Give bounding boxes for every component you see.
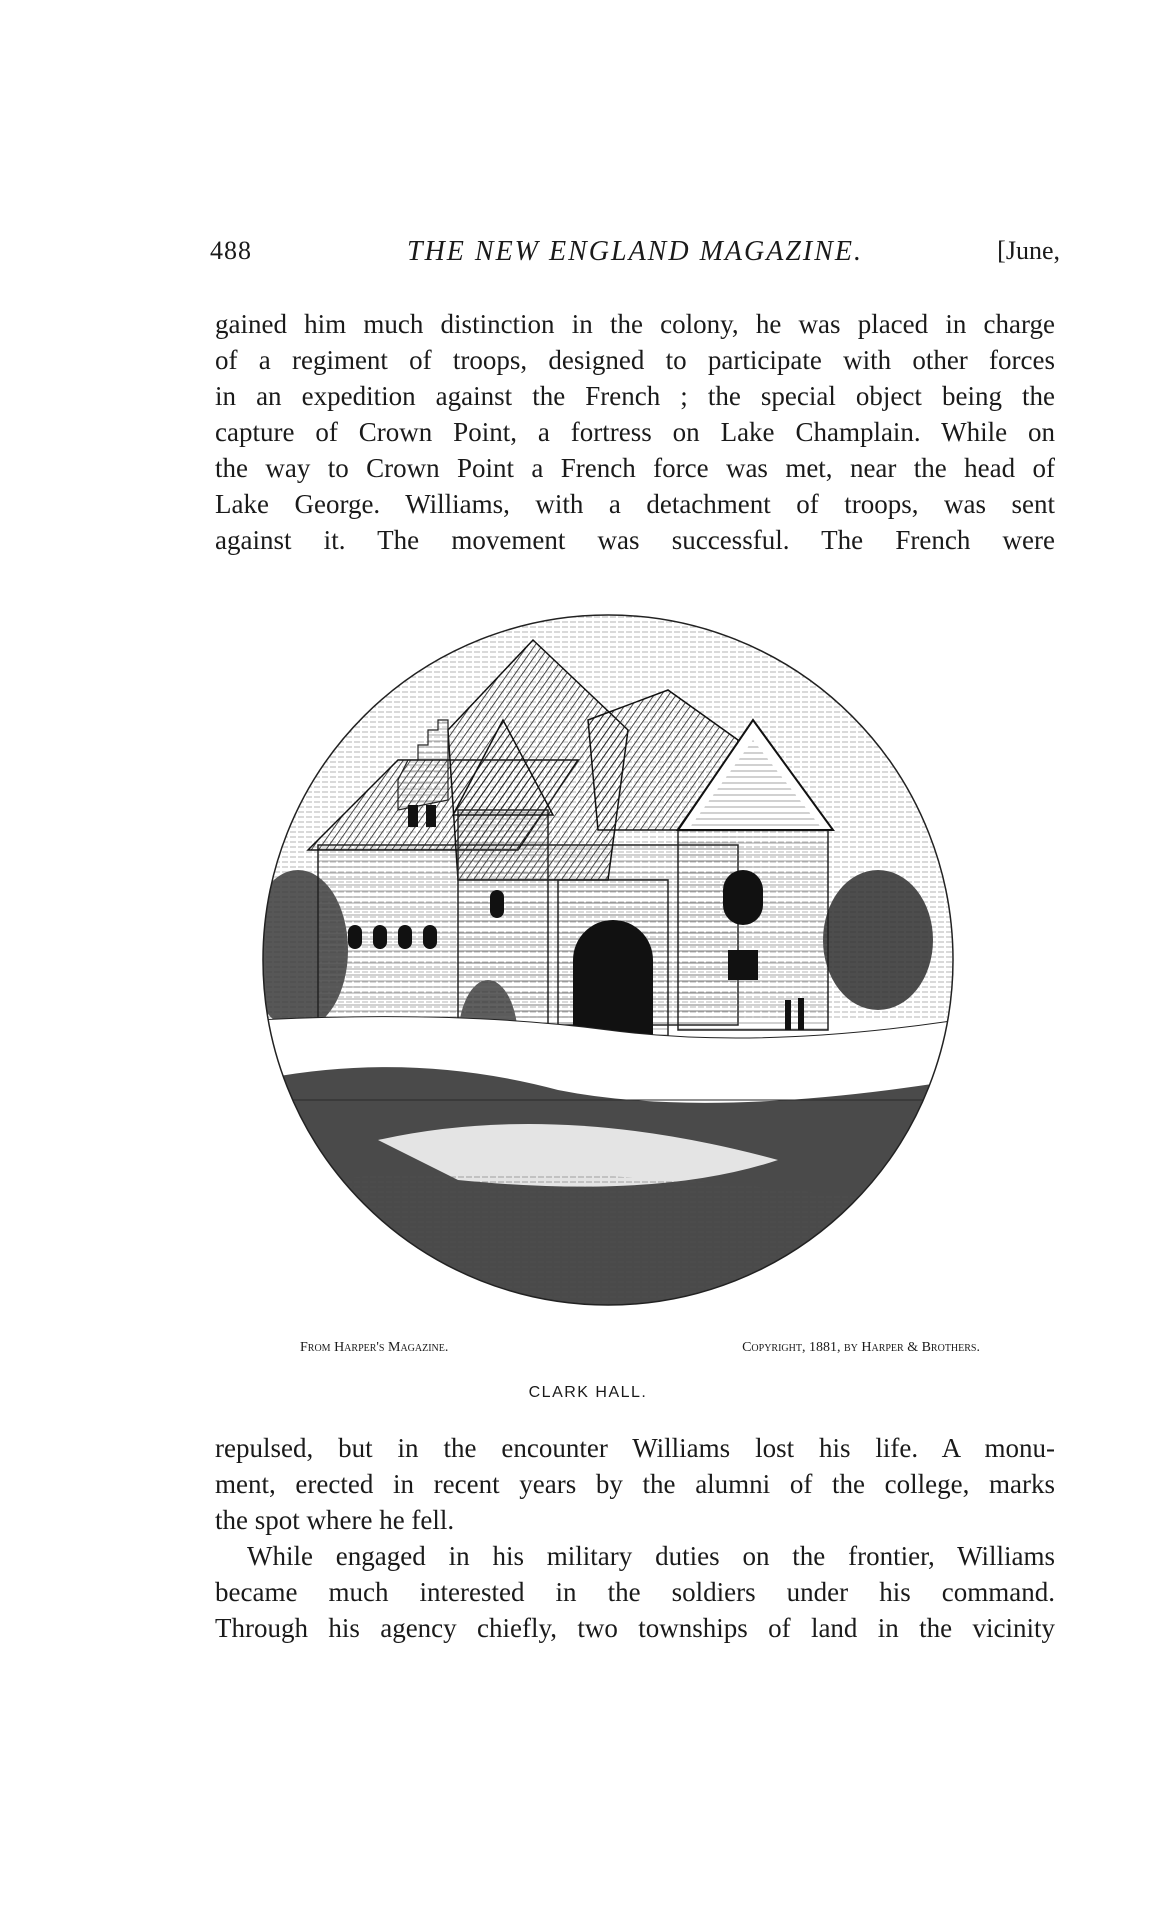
- running-title: THE NEW ENGLAND MAGAZINE.: [407, 236, 863, 267]
- text-line: Lake George. Williams, with a detachment of troops, was sent: [215, 489, 1055, 519]
- body-paragraph-top: [215, 306, 1055, 558]
- text-line: of a regiment of troops, designed to participate with other forces: [215, 345, 1055, 375]
- text-line: repulsed, but in the encounter Williams lost his life. A monu-: [215, 1433, 1055, 1463]
- figure-credits: [300, 1340, 980, 1362]
- text-line: While engaged in his military duties on the frontier, Williams: [247, 1541, 1055, 1571]
- running-month: [June,: [997, 236, 1060, 265]
- text-line: ment, erected in recent years by the alumni of the college, marks: [215, 1469, 1055, 1499]
- running-header: [210, 236, 1060, 276]
- credit-source: From Harper's Magazine.: [300, 1340, 449, 1355]
- engraving-illustration: [258, 580, 958, 1330]
- clark-hall-engraving: [258, 580, 958, 1330]
- text-line: gained him much distinction in the colony, he was placed in charge: [215, 309, 1055, 339]
- text-line: Through his agency chiefly, two townships of land in the vicinity: [215, 1613, 1055, 1643]
- text-line: the spot where he fell.: [215, 1505, 455, 1535]
- text-line: capture of Crown Point, a fortress on Lake Champlain. While on: [215, 417, 1055, 447]
- body-paragraph-bottom: [215, 1430, 1055, 1646]
- text-line: against it. The movement was successful. The French were: [215, 525, 1055, 555]
- text-line: became much interested in the soldiers under his command.: [215, 1577, 1055, 1607]
- page-number: 488: [210, 236, 252, 265]
- text-line: in an expedition against the French ; the special object being the: [215, 381, 1055, 411]
- figure-caption: CLARK HALL.: [528, 1384, 648, 1401]
- text-line: the way to Crown Point a French force was met, near the head of: [215, 453, 1055, 483]
- credit-copyright: Copyright, 1881, by Harper & Brothers.: [742, 1340, 980, 1355]
